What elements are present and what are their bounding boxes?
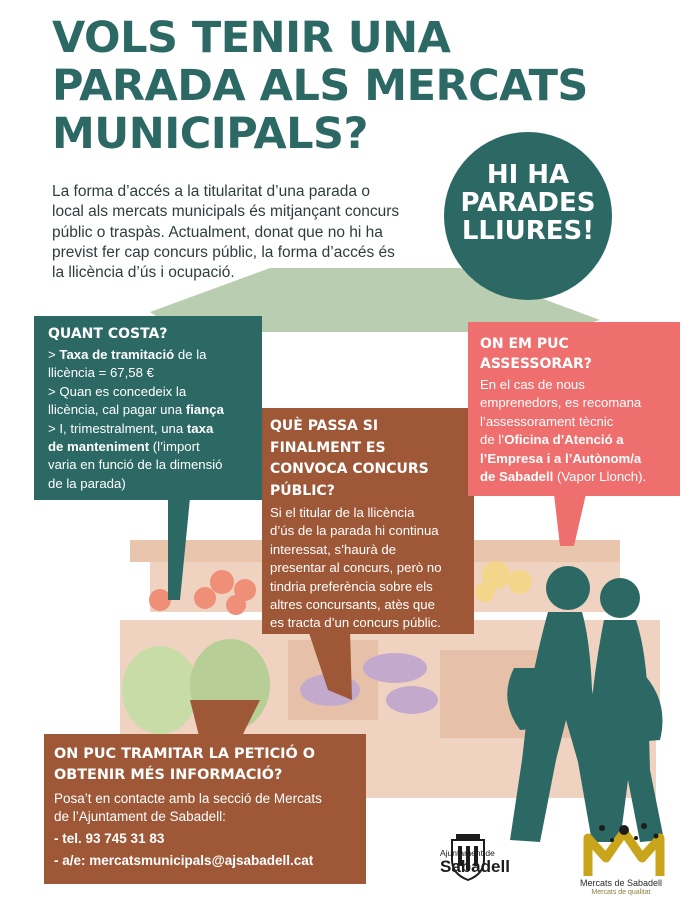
title-line-2: PARADA ALS MERCATS	[52, 61, 588, 111]
intro-line-3: públic o traspàs. Actualment, donat que no hi ha	[52, 223, 383, 241]
badge-line-2: PARADES	[460, 188, 596, 218]
concurs-text: d’ús de la parada hi continua	[270, 523, 439, 539]
concurs-text: interessat, s’haurà de	[270, 541, 397, 557]
intro-paragraph	[52, 182, 452, 283]
melon	[122, 646, 198, 734]
advice-info-box	[468, 322, 680, 496]
advice-office-name: Oficina d’Atenció a	[504, 432, 624, 448]
mercats-logo-text	[566, 878, 676, 897]
cost-text: llicència, cal pagar una	[48, 402, 186, 418]
concurs-text: es tracta d’un concurs públic.	[270, 615, 441, 631]
cost-text: varia en funció de la dimensió	[48, 457, 223, 473]
cost-text: > Quan es concedeix la	[48, 383, 187, 399]
concurs-text: altres concursants, atès que	[270, 597, 435, 613]
contact-info-box	[44, 734, 366, 884]
advice-text: En el cas de nous	[480, 377, 585, 392]
advice-text: de l’	[480, 432, 505, 448]
free-stalls-badge	[444, 132, 612, 300]
contact-email-label: - a/e:	[54, 853, 90, 868]
concurs-text: presentar al concurs, però no	[270, 560, 442, 576]
mercats-logo-icon	[578, 818, 668, 878]
cost-text: > I, trimestralment, una	[48, 420, 187, 436]
contact-phone-label: - tel.	[54, 831, 86, 846]
cost-maintenance-label: taxa	[186, 420, 214, 436]
cost-info-box	[34, 316, 262, 500]
cost-text: (l’import	[149, 439, 200, 455]
badge-line-1: HI HA	[486, 160, 570, 190]
contact-text: de l’Ajuntament de Sabadell:	[54, 809, 226, 824]
advice-office-name: de Sabadell	[480, 469, 554, 485]
public-contest-info-box	[262, 408, 474, 634]
advice-heading-1: ON EM PUC	[480, 336, 569, 352]
advice-text: (Vapor Llonch).	[553, 469, 647, 485]
page-title	[52, 13, 588, 159]
contact-heading-1: ON PUC TRAMITAR LA PETICIÓ O	[54, 746, 315, 762]
cost-text: >	[48, 347, 60, 362]
cost-fee-value: llicència = 67,58 €	[48, 365, 154, 381]
concurs-text: tindria preferència sobre els	[270, 578, 433, 594]
cost-text: de la parada)	[48, 475, 126, 491]
concurs-text: Si el titular de la llicència	[270, 505, 415, 520]
cost-deposit-label: fiança	[185, 402, 224, 418]
contact-text: Posa’t en contacte amb la secció de Mercats	[54, 791, 322, 806]
advice-office-name: l’Empresa i a l’Autònom/a	[480, 450, 642, 466]
advice-text: emprenedors, es recomana	[480, 395, 642, 411]
concurs-heading-3: CONVOCA CONCURS	[270, 461, 429, 477]
cost-fee-label: Taxa de tramitació	[59, 347, 175, 362]
ajuntament-logo-text	[440, 848, 510, 876]
advice-heading-2: ASSESSORAR?	[480, 356, 592, 372]
advice-sign-post	[554, 494, 586, 546]
contact-email-link[interactable]: mercatsmunicipals@ajsabadell.cat	[89, 853, 314, 868]
contact-phone-link[interactable]: 93 745 31 83	[85, 831, 165, 846]
cost-maintenance-label: de manteniment	[48, 439, 150, 455]
title-line-3: MUNICIPALS?	[52, 109, 368, 159]
intro-line-1: La forma d’accés a la titularitat d’una parada o	[52, 183, 370, 200]
concurs-heading-4: PÚBLIC?	[270, 482, 335, 499]
ajuntament-logo-small: Ajuntament de	[440, 848, 495, 858]
ajuntament-logo-big: Sabadell	[440, 857, 510, 876]
intro-line-4: previst fer cap concurs públic, la forma d’accés és	[52, 243, 395, 261]
mercats-logo-tagline: Mercats de qualitat	[591, 889, 651, 896]
advice-text: l’assessorament tècnic	[480, 413, 614, 429]
badge-line-3: LLIURES!	[461, 216, 595, 246]
concurs-heading-1: QUÈ PASSA SI	[270, 418, 379, 434]
cost-heading: QUANT COSTA?	[48, 326, 168, 342]
concurs-heading-2: FINALMENT ES	[270, 439, 386, 456]
intro-line-5: la llicència d’ús i ocupació.	[52, 264, 235, 282]
mercats-logo-name: Mercats de Sabadell	[579, 878, 663, 888]
title-line-1: VOLS TENIR UNA	[52, 13, 451, 63]
cost-text: de la	[174, 347, 207, 362]
contact-heading-2: OBTENIR MÉS INFORMACIÓ?	[54, 767, 283, 783]
intro-line-2: local als mercats municipals és mitjançant concurs	[52, 203, 400, 221]
